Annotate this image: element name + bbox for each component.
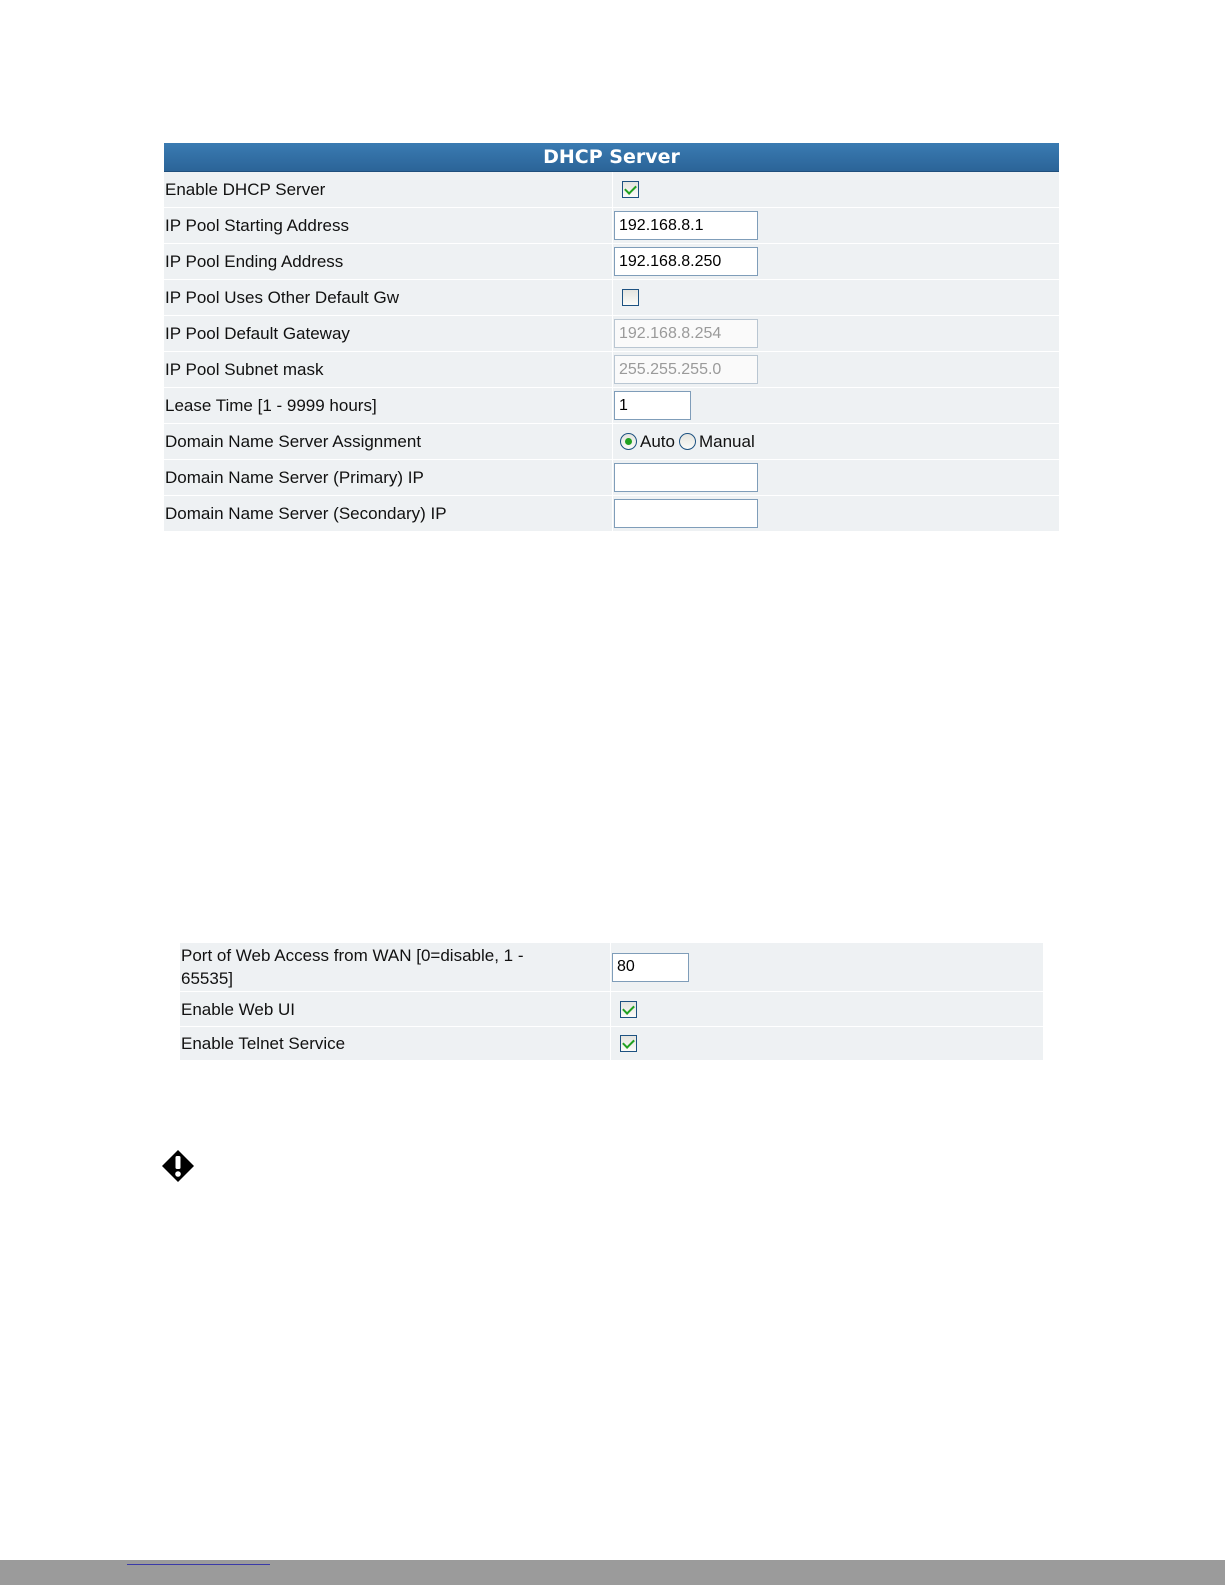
management-panel — [180, 943, 1043, 1060]
dns-primary-label: Domain Name Server (Primary) IP — [164, 460, 613, 495]
pool-start-input[interactable] — [614, 211, 758, 240]
dns-primary-input[interactable] — [614, 463, 758, 492]
web-ui-label: Enable Web UI — [180, 992, 611, 1026]
dhcp-server-panel — [164, 143, 1059, 531]
web-port-label-line2: 65535] — [181, 969, 233, 988]
row-telnet — [180, 1027, 1043, 1060]
enable-dhcp-label: Enable DHCP Server — [164, 172, 613, 207]
web-ui-checkbox[interactable] — [620, 1001, 637, 1018]
row-web-port — [180, 943, 1043, 992]
row-default-gateway — [164, 316, 1059, 352]
telnet-label: Enable Telnet Service — [180, 1027, 611, 1060]
enable-dhcp-checkbox[interactable] — [622, 181, 639, 198]
row-web-ui — [180, 992, 1043, 1027]
pool-start-label: IP Pool Starting Address — [164, 208, 613, 243]
dns-manual-label: Manual — [698, 431, 755, 451]
pool-end-label: IP Pool Ending Address — [164, 244, 613, 279]
row-pool-start — [164, 208, 1059, 244]
row-pool-end — [164, 244, 1059, 280]
subnet-mask-input[interactable] — [614, 355, 758, 384]
row-dns-assignment — [164, 424, 1059, 460]
footer-link-underline — [127, 1564, 270, 1565]
default-gateway-input[interactable] — [614, 319, 758, 348]
web-port-label-line1: Port of Web Access from WAN [0=disable, 1 - — [181, 946, 524, 965]
dns-auto-label: Auto — [640, 431, 675, 451]
subnet-mask-label: IP Pool Subnet mask — [164, 352, 613, 387]
web-port-label — [180, 943, 611, 991]
default-gateway-label: IP Pool Default Gateway — [164, 316, 613, 351]
other-gw-label: IP Pool Uses Other Default Gw — [164, 280, 613, 315]
row-lease-time — [164, 388, 1059, 424]
row-subnet-mask — [164, 352, 1059, 388]
dns-secondary-label: Domain Name Server (Secondary) IP — [164, 496, 613, 531]
row-dns-secondary — [164, 496, 1059, 531]
lease-time-input[interactable] — [614, 391, 691, 420]
dhcp-server-title: DHCP Server — [164, 143, 1059, 172]
row-enable-dhcp — [164, 172, 1059, 208]
telnet-checkbox[interactable] — [620, 1035, 637, 1052]
other-gw-checkbox[interactable] — [622, 289, 639, 306]
web-port-input[interactable] — [612, 953, 689, 982]
warning-diamond-icon — [161, 1149, 195, 1183]
pool-end-input[interactable] — [614, 247, 758, 276]
dns-assignment-label: Domain Name Server Assignment — [164, 424, 613, 459]
dns-manual-radio[interactable] — [679, 433, 696, 450]
row-dns-primary — [164, 460, 1059, 496]
dns-secondary-input[interactable] — [614, 499, 758, 528]
lease-time-label: Lease Time [1 - 9999 hours] — [164, 388, 613, 423]
row-other-gw — [164, 280, 1059, 316]
dns-auto-radio[interactable] — [620, 433, 637, 450]
